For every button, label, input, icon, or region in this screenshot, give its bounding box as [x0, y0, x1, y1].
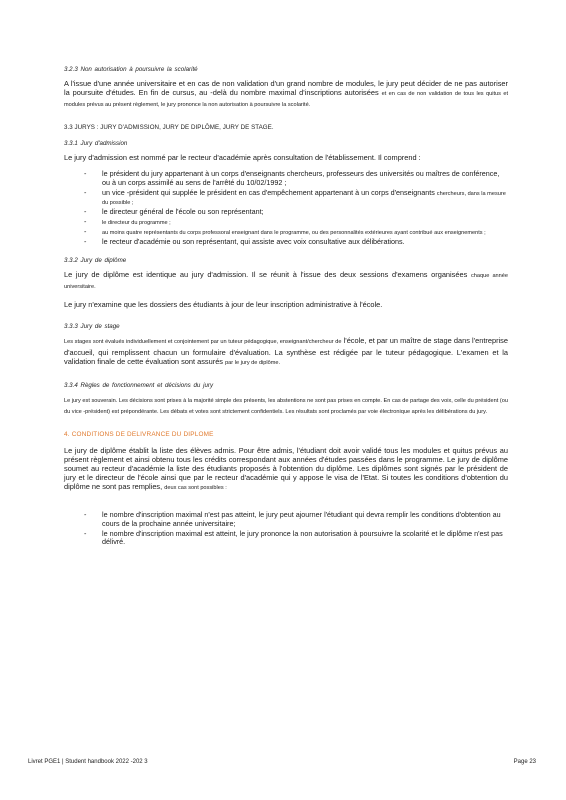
- section-3-3-1-text: Le jury d'admission est nommé par le recteur d'académie après consultation de l'établissement. Il comprend :: [64, 153, 421, 163]
- document-page: [64, 66, 508, 557]
- list-item: - le nombre d'inscription maximal est atteint, le jury prononce la non autorisation à poursuivre la scolarité et le diplôme n'est pas délivré.: [84, 530, 508, 548]
- section-3-3-2-text-2: Le jury n'examine que les dossiers des étudiants à jour de leur inscription administrative à l'école.: [64, 300, 383, 310]
- footer-left-text: Livret PGE1 | Student handbook 2022 -202 3: [28, 759, 148, 765]
- section-3-3-4-text: Le jury est souverain. Les décisions sont prises à la majorité simple des présents, les abstentions ne sont pas prises en compte. En cas de partage des voix, celle du président (ou du vice -président) est prépondérante. Les débats et votes sont strictement confidentiels. Les résultats sont proclamés par voie électronique après les délibérations du jury.: [64, 397, 508, 415]
- section-3-3-1-heading: 3.3.1 Jury d'admission: [64, 140, 128, 148]
- diploma-cases-list: [64, 511, 508, 547]
- section-3-3-2-text-1: Le jury de diplôme est identique au jury d'admission. Il se réunit à l'issue des deux sessions d'examens organisées chaque année universitaire.: [64, 270, 508, 291]
- list-item: - un vice -président qui supplée le président en cas d'empêchement appartenant à un corps d'enseignants chercheurs, dans la mesure du possible ;: [84, 189, 508, 208]
- section-3-2-3-heading: 3.2.3 Non autorisation à poursuivre la scolarité: [64, 66, 198, 73]
- admission-jury-members-list: [64, 170, 508, 247]
- list-item: - le directeur général de l'école ou son représentant;: [84, 208, 508, 217]
- list-item: - le nombre d'inscription maximal n'est pas atteint, le jury peut ajourner l'étudiant qui devra remplir les conditions d'obtention au cours de la prochaine année universitaire;: [84, 511, 508, 529]
- section-3-2-3-text-small: et en cas de non validation de tous les quitus et modules prévus au présent règlement, le jury prononce la non autorisation à poursuivre la scolarité.: [64, 91, 509, 109]
- list-item: - au moins quatre représentants du corps professoral enseignant dans le programme, ou des personnalités extérieures ayant contribué aux enseignements ;: [84, 228, 508, 237]
- section-4-text: Le jury de diplôme établit la liste des élèves admis. Pour être admis, l'étudiant doit avoir validé tous les modules et quitus prévus au présent règlement et ainsi obtenu tous les crédits correspondant aux années d'études passées dans le programme. Le jury de diplôme soumet au recteur d'académie la liste des étudiants proposés à l'obtention du diplôme. Les diplômes sont signés par le président de jury et le directeur de l'école ainsi que par le recteur d'académie qui y appose le visa de l'Etat. Si toutes les conditions d'obtention du diplôme ne sont pas remplies, deux cas sont possibles :: [64, 445, 508, 492]
- section-3-3-heading: 3.3 JURYS : JURY D'ADMISSION, JURY DE DIPLÔME, JURY DE STAGE.: [64, 124, 274, 132]
- section-3-3-3-text: Les stages sont évalués individuellement et conjointement par un tuteur pédagogique, enseignant/chercheur de l'école, et par un maître de stage dans l'entreprise d'accueil, qui remplissent chacun un formulaire d'évaluation. La synthèse est rédigée par le tuteur pédagogique. L'examen et la validation finale de cette évaluation sont assurés par le jury de diplôme.: [64, 336, 508, 366]
- section-3-2-3-text: [64, 79, 508, 110]
- list-item: - le président du jury appartenant à un corps d'enseignants chercheurs, professeurs des universités ou maîtres de conférence, ou à un corps assimilé au sens de l'arrêté du 10/02/1992 ;: [84, 170, 508, 188]
- list-item: - le directeur du programme ;: [84, 218, 508, 227]
- section-3-2-3-text-main: A l'issue d'une année universitaire et en cas de non validation d'un grand nombre de modules, le jury peut décider de ne pas autoriser la poursuite d'études. En fin de cursus, au -delà du nombre maximal d'inscriptions autorisées: [64, 79, 508, 98]
- list-item: - le recteur d'académie ou son représentant, qui assiste avec voix consultative aux délibérations.: [84, 238, 508, 247]
- section-3-3-4-heading: 3.3.4 Règles de fonctionnement et décisions du jury: [64, 381, 214, 389]
- section-3-3-3-heading: 3.3.3 Jury de stage: [64, 323, 120, 331]
- section-3-3-2-heading: 3.3.2 Jury de diplôme: [64, 257, 127, 265]
- section-4-heading: 4. CONDITIONS DE DELIVRANCE DU DIPLOME: [64, 430, 214, 438]
- page-number: Page 23: [513, 759, 536, 765]
- page-footer: [28, 759, 536, 765]
